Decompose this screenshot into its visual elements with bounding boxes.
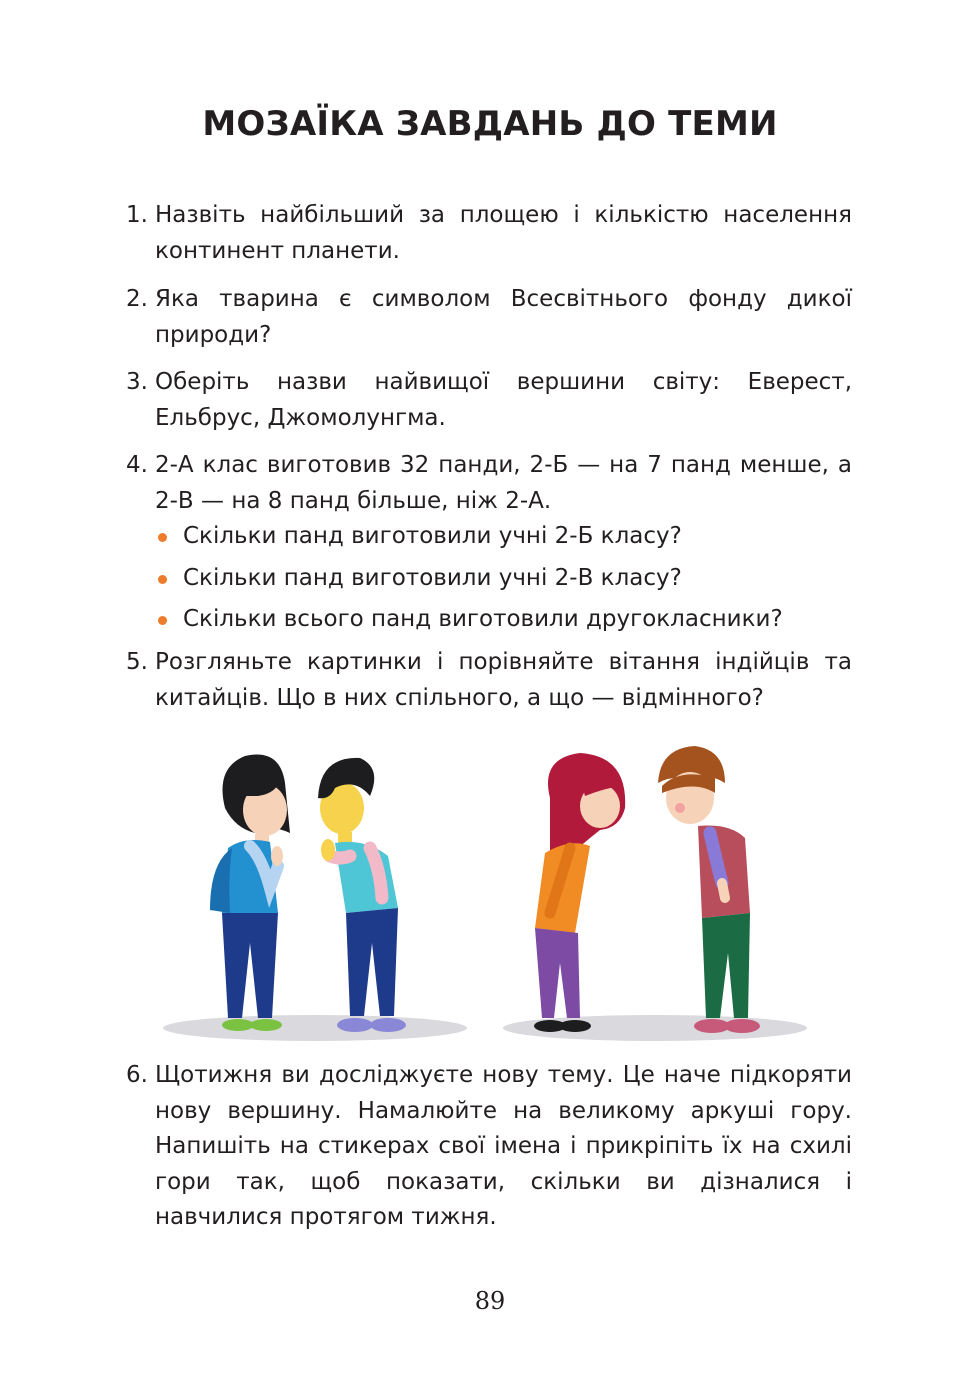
task-number: 6. — [126, 1062, 148, 1088]
task-text: Яка тварина є символом Всесвітнього фонду дикої природи? — [155, 286, 852, 348]
question-item — [155, 519, 855, 555]
task-item-4 — [126, 448, 852, 519]
floor-shadow — [163, 1015, 467, 1041]
task-item-6 — [126, 1058, 852, 1236]
task-number: 1. — [126, 202, 148, 228]
task-item-1 — [126, 198, 852, 269]
task-item-3 — [126, 365, 852, 436]
boy-bowing-icon — [658, 746, 760, 1033]
task-4-questions — [155, 519, 855, 644]
task-text: Оберіть назви найвищої вершини світу: Еверест, Ельбрус, Джомолунгма. — [155, 369, 852, 431]
task-item-2 — [126, 282, 852, 353]
page-number: 89 — [474, 1287, 506, 1315]
task-text: 2-А клас виготовив 32 панди, 2-Б — на 7 панд менше, а 2-В — на 8 панд більше, ніж 2-А. — [155, 452, 852, 514]
task-number: 2. — [126, 286, 148, 312]
task-text: Щотижня ви досліджуєте нову тему. Це наче підкоряти нову вершину. Намалюйте на великому аркуші гору. Напишіть на стикерах свої імена і прикріпіть їх на схилі гори так, щоб показати, скільки ви дізналися і навчилися протягом тижня. — [155, 1062, 852, 1230]
question-text: Скільки всього панд виготовили другокласники? — [183, 606, 783, 632]
bullet-dot-icon — [158, 616, 167, 625]
task-text: Розгляньте картинки і порівняйте вітання індійців та китайців. Що в них спільного, а що — відмінного? — [155, 649, 852, 711]
task-text: Назвіть найбільший за площею і кількістю населення континент планети. — [155, 202, 852, 264]
girl-bowing-icon — [534, 753, 625, 1032]
page-title: МОЗАЇКА ЗАВДАНЬ ДО ТЕМИ — [202, 104, 778, 144]
question-text: Скільки панд виготовили учні 2-Б класу? — [183, 523, 682, 549]
bullet-dot-icon — [158, 533, 167, 542]
task-number: 3. — [126, 369, 148, 395]
task-number: 4. — [126, 452, 148, 478]
task-number: 5. — [126, 649, 148, 675]
girl-namaste-icon — [210, 755, 290, 1031]
bullet-dot-icon — [158, 575, 167, 584]
boy-namaste-icon — [318, 758, 406, 1032]
task-item-5 — [126, 645, 852, 716]
question-text: Скільки панд виготовили учні 2-В класу? — [183, 564, 682, 591]
question-item — [155, 602, 855, 638]
greeting-illustration — [150, 738, 820, 1048]
question-item — [155, 561, 855, 597]
